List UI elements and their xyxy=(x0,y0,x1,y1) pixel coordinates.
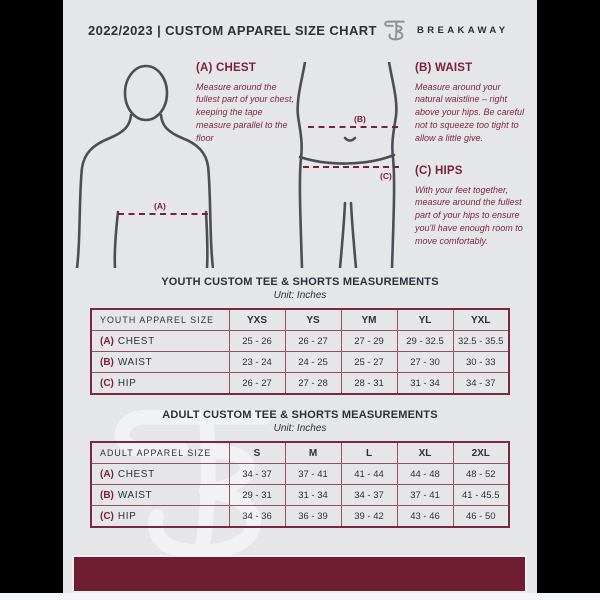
size-column-header: S xyxy=(229,442,285,464)
row-name: CHEST xyxy=(117,468,155,480)
value-cell: 27 - 28 xyxy=(285,373,341,395)
adult-size-table xyxy=(90,441,510,528)
size-column-header: YXL xyxy=(453,309,509,331)
row-label-cell xyxy=(91,464,229,485)
waist-body-text: Measure around your natural waistline – right above your hips. Be careful not to squeeze too tight to allow a little give. xyxy=(415,81,525,143)
value-cell: 46 - 50 xyxy=(453,506,509,528)
youth-size-header-cell: YOUTH APPAREL SIZE xyxy=(91,309,229,331)
size-column-header: YXS xyxy=(229,309,285,331)
table-header-row xyxy=(91,442,509,464)
hips-body-text: With your feet together, measure around the fullest part of your hips to ensure you'll have enough room to move comfortably. xyxy=(415,184,523,246)
youth-size-table xyxy=(90,308,510,395)
breakaway-logo-icon xyxy=(381,17,408,44)
row-key: (A) xyxy=(100,335,114,347)
size-column-header: YS xyxy=(285,309,341,331)
waist-measure-line xyxy=(308,126,398,128)
row-key: (B) xyxy=(100,489,114,501)
row-label-cell xyxy=(91,506,229,528)
value-cell: 39 - 42 xyxy=(341,506,397,528)
value-cell: 26 - 27 xyxy=(285,331,341,352)
brand-lockup xyxy=(381,17,508,44)
size-column-header: YL xyxy=(397,309,453,331)
youth-table-section xyxy=(90,276,510,395)
value-cell: 43 - 46 xyxy=(397,506,453,528)
value-cell: 32.5 - 35.5 xyxy=(453,331,509,352)
value-cell: 23 - 24 xyxy=(229,352,285,373)
size-column-header: L xyxy=(341,442,397,464)
size-column-header: M xyxy=(285,442,341,464)
adult-table-section xyxy=(90,409,510,528)
value-cell: 34 - 37 xyxy=(229,464,285,485)
value-cell: 37 - 41 xyxy=(285,464,341,485)
bottom-margin-strip xyxy=(0,593,600,600)
value-cell: 41 - 45.5 xyxy=(453,485,509,506)
adult-table-unit: Unit: Inches xyxy=(273,423,327,434)
torso-figure xyxy=(74,62,214,268)
row-name: CHEST xyxy=(117,335,155,347)
value-cell: 29 - 31 xyxy=(229,485,285,506)
table-row xyxy=(91,352,509,373)
row-key: (C) xyxy=(100,510,114,522)
chest-marker-label: (A) xyxy=(154,201,166,211)
value-cell: 44 - 48 xyxy=(397,464,453,485)
size-column-header: YM xyxy=(341,309,397,331)
hips-measure-line xyxy=(303,166,399,168)
chest-heading: (A) CHEST xyxy=(196,62,256,74)
value-cell: 34 - 36 xyxy=(229,506,285,528)
value-cell: 25 - 27 xyxy=(341,352,397,373)
size-chart-document xyxy=(63,0,537,600)
row-label-cell xyxy=(91,485,229,506)
table-row xyxy=(91,485,509,506)
value-cell: 28 - 31 xyxy=(341,373,397,395)
row-name: WAIST xyxy=(117,356,153,368)
youth-table-title: YOUTH CUSTOM TEE & SHORTS MEASUREMENTS xyxy=(161,276,439,288)
hips-marker-label: (C) xyxy=(380,171,392,181)
hips-heading: (C) HIPS xyxy=(415,165,463,177)
value-cell: 26 - 27 xyxy=(229,373,285,395)
value-cell: 37 - 41 xyxy=(397,485,453,506)
chest-measure-line xyxy=(118,213,208,215)
value-cell: 30 - 33 xyxy=(453,352,509,373)
youth-table-unit: Unit: Inches xyxy=(273,290,327,301)
value-cell: 27 - 29 xyxy=(341,331,397,352)
row-label-cell xyxy=(91,331,229,352)
value-cell: 48 - 52 xyxy=(453,464,509,485)
lower-body-figure xyxy=(292,62,402,268)
value-cell: 34 - 37 xyxy=(341,485,397,506)
page-title: 2022/2023 | CUSTOM APPAREL SIZE CHART xyxy=(88,23,377,38)
row-label-cell xyxy=(91,352,229,373)
row-key: (A) xyxy=(100,468,114,480)
value-cell: 36 - 39 xyxy=(285,506,341,528)
value-cell: 27 - 30 xyxy=(397,352,453,373)
torso-outline-icon xyxy=(74,62,214,268)
waist-marker-label: (B) xyxy=(354,114,366,124)
row-key: (B) xyxy=(100,356,114,368)
row-name: WAIST xyxy=(117,489,153,501)
table-header-row xyxy=(91,309,509,331)
table-row xyxy=(91,331,509,352)
value-cell: 24 - 25 xyxy=(285,352,341,373)
size-column-header: 2XL xyxy=(453,442,509,464)
value-cell: 25 - 26 xyxy=(229,331,285,352)
row-label-cell xyxy=(91,373,229,395)
table-row xyxy=(91,373,509,395)
table-row xyxy=(91,506,509,528)
value-cell: 34 - 37 xyxy=(453,373,509,395)
row-name: HIP xyxy=(117,377,137,389)
row-name: HIP xyxy=(117,510,137,522)
brand-name: BREAKAWAY xyxy=(417,25,509,36)
hips-instructions xyxy=(415,165,535,247)
table-row xyxy=(91,464,509,485)
adult-size-header-cell: ADULT APPAREL SIZE xyxy=(91,442,229,464)
waist-heading: (B) WAIST xyxy=(415,62,473,74)
lower-body-outline-icon xyxy=(292,62,402,268)
value-cell: 29 - 32.5 xyxy=(397,331,453,352)
value-cell: 31 - 34 xyxy=(397,373,453,395)
row-key: (C) xyxy=(100,377,114,389)
chest-body-text: Measure around the fullest part of your chest, keeping the tape measure parallel to the floor xyxy=(196,81,295,143)
value-cell: 31 - 34 xyxy=(285,485,341,506)
waist-instructions xyxy=(415,62,529,144)
value-cell: 41 - 44 xyxy=(341,464,397,485)
size-column-header: XL xyxy=(397,442,453,464)
chest-instructions xyxy=(196,62,295,144)
adult-table-title: ADULT CUSTOM TEE & SHORTS MEASUREMENTS xyxy=(162,409,438,421)
footer-bar xyxy=(72,555,527,593)
